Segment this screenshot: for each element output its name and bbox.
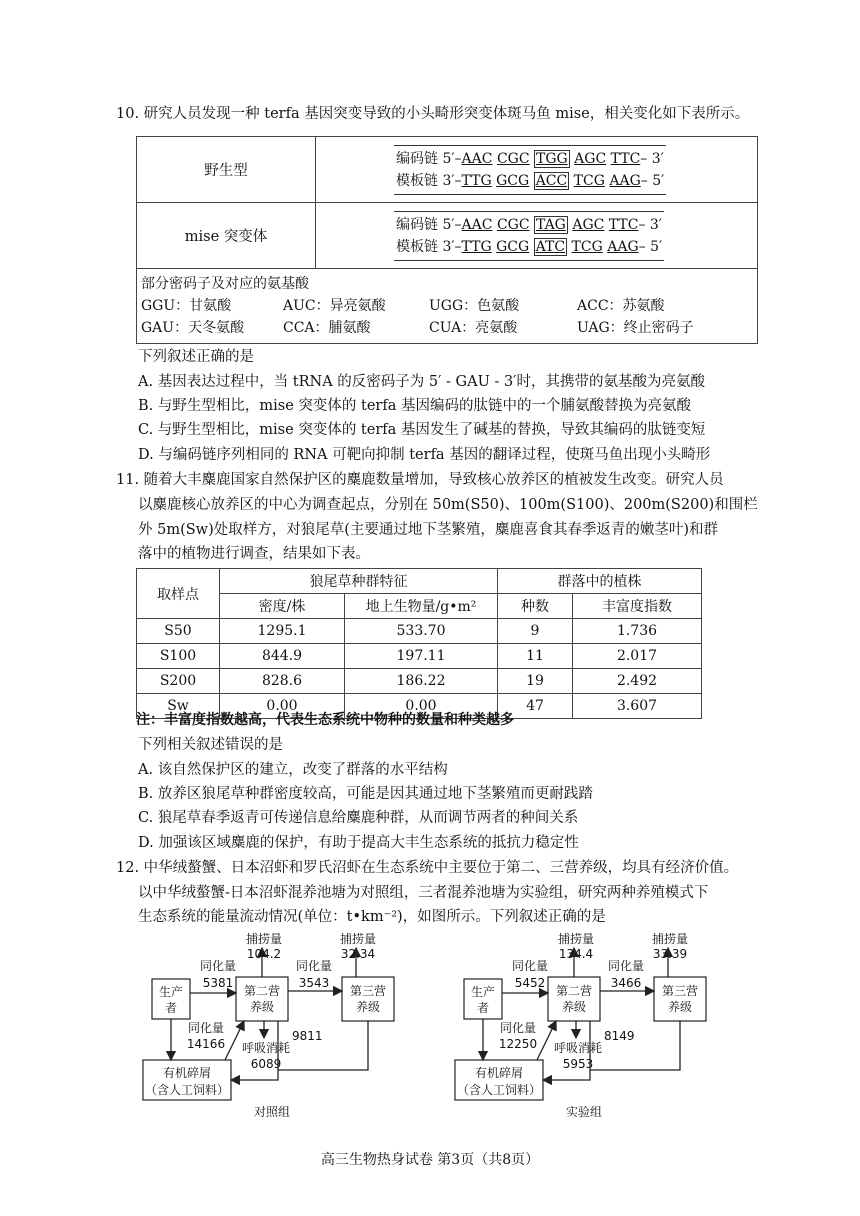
codon: TCG (571, 238, 603, 255)
diagram-caption: 实验组 (565, 1105, 603, 1119)
level3-label: 养级 (355, 1000, 381, 1014)
codon-title: 部分密码子及对应的氨基酸 (141, 276, 309, 292)
level2-label: 养级 (249, 1000, 275, 1014)
q11-option-a: A. 该自然保护区的建立，改变了群落的水平结构 (138, 762, 448, 778)
codon: TGG (536, 150, 568, 167)
codon: ACC (535, 172, 568, 189)
page-footer: 高三生物热身试卷 第3页（共8页） (320, 1152, 540, 1168)
q11-stem-line-1: 11. 随着大丰麋鹿国家自然保护区的麋鹿数量增加，导致核心放养区的植被发生改变。研究人员 (116, 472, 724, 488)
q10-stem: 10. 研究人员发现一种 terfa 基因突变导致的小头畸形突变体斑马鱼 mise，相关变化如下表所示。 (116, 106, 750, 122)
producer-label: 者 (164, 1001, 178, 1015)
cell-site: S100 (137, 644, 220, 669)
assim-producer-level2-value: 5381 (202, 976, 234, 990)
codon: AGC (574, 150, 607, 167)
q11-stem-line-3: 外 5m(Sw)处取样方，对狼尾草(主要通过地下茎繁殖，麋鹿喜食其春季返青的嫩茎叶)和群 (138, 522, 719, 538)
level2-label: 养级 (561, 1000, 587, 1014)
assim-label: 同化量 (607, 959, 645, 973)
cell-species: 9 (498, 619, 573, 644)
detritus-label: 有机碎屑 (162, 1066, 212, 1080)
q10-option-b: B. 与野生型相比，mise 突变体的 terfa 基因编码的肽链中的一个脯氨酸替换为亮氨酸 (138, 398, 691, 414)
cell-biomass: 533.70 (345, 619, 498, 644)
cell-species: 11 (498, 644, 573, 669)
resp-level2-value: 5953 (562, 1057, 594, 1071)
catch-label: 捕捞量 (245, 932, 283, 946)
codon-entry: GGU：甘氨酸 (141, 298, 232, 314)
codon: AAG (609, 172, 641, 189)
q11-option-d: D. 加强该区域麋鹿的保护，有助于提高大丰生态系统的抵抗力稳定性 (138, 835, 579, 851)
q12-stem-line-2: 以中华绒螯蟹-日本沼虾混养池塘为对照组，三者混养池塘为实验组，研究两种养殖模式下 (138, 885, 709, 901)
diagram-control-group (143, 931, 394, 1119)
q11-stem-line-4: 落中的植物进行调查，结果如下表。 (138, 546, 370, 562)
codon: TCG (573, 172, 605, 189)
assim-detritus-level2-value: 14166 (186, 1037, 226, 1051)
q12-stem-line-1: 12. 中华绒螯蟹、日本沼虾和罗氏沼虾在生态系统中主要位于第二、三营养级，均具有经济价值。 (116, 860, 739, 876)
cell-richness: 3.607 (573, 694, 702, 719)
assim-label: 同化量 (499, 1021, 537, 1035)
header-density: 密度/株 (220, 594, 345, 619)
level3-label: 第三营 (661, 984, 699, 998)
codon: CGC (496, 216, 530, 233)
codon: AAC (461, 150, 493, 167)
q10-prompt: 下列叙述正确的是 (138, 349, 254, 365)
assim-producer-level2-value: 5452 (514, 976, 546, 990)
level3-label: 第三营 (349, 984, 387, 998)
q11-option-c: C. 狼尾草春季返青可传递信息给麋鹿种群，从而调节两者的种间关系 (138, 810, 579, 826)
wild-type-label: 野生型 (137, 137, 316, 203)
cell-density: 0.00 (220, 694, 345, 719)
q11-note: 注：丰富度指数越高，代表生态系统中物种的数量和种类越多 (136, 712, 514, 728)
codon: AGC (572, 216, 605, 233)
q10-option-c: C. 与野生型相比，mise 突变体的 terfa 基因发生了碱基的替换，导致其编码的肽链变短 (138, 422, 706, 438)
assim-detritus-level2-value: 12250 (498, 1037, 538, 1051)
cell-site: S50 (137, 619, 220, 644)
q10-option-a: A. 基因表达过程中，当 tRNA 的反密码子为 5′ - GAU - 3′时，其携带的氨基酸为亮氨酸 (138, 374, 705, 390)
catch-label: 捕捞量 (651, 932, 689, 946)
codon: TAG (536, 216, 566, 233)
header-group-community: 群落中的植株 (498, 569, 702, 594)
producer-label: 者 (476, 1001, 490, 1015)
header-group-grass: 狼尾草种群特征 (220, 569, 498, 594)
cell-site: Sw (137, 694, 220, 719)
cell-density: 828.6 (220, 669, 345, 694)
cell-biomass: 186.22 (345, 669, 498, 694)
catch-label: 捕捞量 (557, 932, 595, 946)
resp-level2-value: 6089 (250, 1057, 282, 1071)
diagram-experiment-group (455, 931, 706, 1119)
mutant-template-strand: 模板链 3′–TTG GCG ATC TCG AAG– 5′ (396, 238, 663, 255)
mutant-label: mise 突变体 (137, 203, 316, 269)
diagram-caption: 对照组 (253, 1105, 291, 1119)
cell-species: 47 (498, 694, 573, 719)
cell-density: 1295.1 (220, 619, 345, 644)
cell-richness: 1.736 (573, 619, 702, 644)
catch-level3-value: 33.39 (652, 947, 688, 961)
q10-option-d: D. 与编码链序列相同的 RNA 可靶向抑制 terfa 基因的翻译过程，使斑马鱼出现小头畸形 (138, 447, 711, 463)
assim-level2-level3-value: 3466 (610, 976, 642, 990)
codon-entry: UAG：终止密码子 (577, 320, 694, 336)
catch-level2-value: 104.2 (246, 947, 282, 961)
codon-entry: CUA：亮氨酸 (429, 320, 518, 336)
header-site: 取样点 (137, 569, 220, 619)
codon: ATC (535, 238, 566, 255)
q11-stem-line-2: 以麋鹿核心放养区的中心为调查起点，分别在 50m(S50)、100m(S100)、200m(S200)和围栏 (138, 497, 758, 513)
catch-level2-value: 134.4 (558, 947, 594, 961)
codon-entry: ACC：苏氨酸 (577, 298, 665, 314)
mutant-coding-strand: 编码链 5′–AAC CGC TAG AGC TTC– 3′ (396, 216, 662, 233)
codon: TTG (461, 238, 492, 255)
header-species: 种数 (498, 594, 573, 619)
producer-label: 生产 (470, 985, 496, 999)
codon-entry: UGG：色氨酸 (429, 298, 520, 314)
cell-species: 19 (498, 669, 573, 694)
codon: AAG (607, 238, 639, 255)
detritus-label: （含人工饲料） (456, 1083, 542, 1097)
resp-label: 呼吸消耗 (553, 1041, 603, 1055)
header-richness: 丰富度指数 (573, 594, 702, 619)
cell-biomass: 197.11 (345, 644, 498, 669)
cell-richness: 2.492 (573, 669, 702, 694)
assim-label: 同化量 (187, 1021, 225, 1035)
level2-to-detritus-value: 8149 (604, 1029, 635, 1043)
codon: TTG (461, 172, 492, 189)
q12-stem-line-3: 生态系统的能量流动情况(单位：t•km⁻²)，如图所示。下列叙述正确的是 (138, 909, 606, 925)
catch-level3-value: 32.34 (340, 947, 376, 961)
assim-label: 同化量 (511, 959, 549, 973)
codon: TTC (608, 216, 639, 233)
codon: TTC (610, 150, 641, 167)
assim-label: 同化量 (199, 959, 237, 973)
cell-site: S200 (137, 669, 220, 694)
cell-richness: 2.017 (573, 644, 702, 669)
resp-label: 呼吸消耗 (241, 1041, 291, 1055)
codon-entry: AUC：异亮氨酸 (283, 298, 386, 314)
header-biomass: 地上生物量/g•m² (345, 594, 498, 619)
codon: GCG (496, 238, 530, 255)
cell-biomass: 0.00 (345, 694, 498, 719)
level3-label: 养级 (667, 1000, 693, 1014)
detritus-label: （含人工饲料） (144, 1083, 230, 1097)
catch-label: 捕捞量 (339, 932, 377, 946)
codon: AAC (461, 216, 493, 233)
codon-entry: GAU：天冬氨酸 (141, 320, 245, 336)
q11-prompt: 下列相关叙述错误的是 (138, 737, 283, 753)
codon-entry: CCA：脯氨酸 (283, 320, 371, 336)
detritus-label: 有机碎屑 (474, 1066, 524, 1080)
wild-template-strand: 模板链 3′–TTG GCG ACC TCG AAG– 5′ (396, 172, 665, 189)
level2-to-detritus-value: 9811 (292, 1029, 323, 1043)
codon: CGC (496, 150, 530, 167)
producer-label: 生产 (158, 985, 184, 999)
wild-coding-strand: 编码链 5′–AAC CGC TGG AGC TTC– 3′ (396, 150, 664, 167)
level2-label: 第二营 (555, 984, 593, 998)
q11-option-b: B. 放养区狼尾草种群密度较高，可能是因其通过地下茎繁殖而更耐践踏 (138, 786, 593, 802)
codon: GCG (496, 172, 530, 189)
cell-density: 844.9 (220, 644, 345, 669)
assim-level2-level3-value: 3543 (298, 976, 330, 990)
assim-label: 同化量 (295, 959, 333, 973)
level2-label: 第二营 (243, 984, 281, 998)
